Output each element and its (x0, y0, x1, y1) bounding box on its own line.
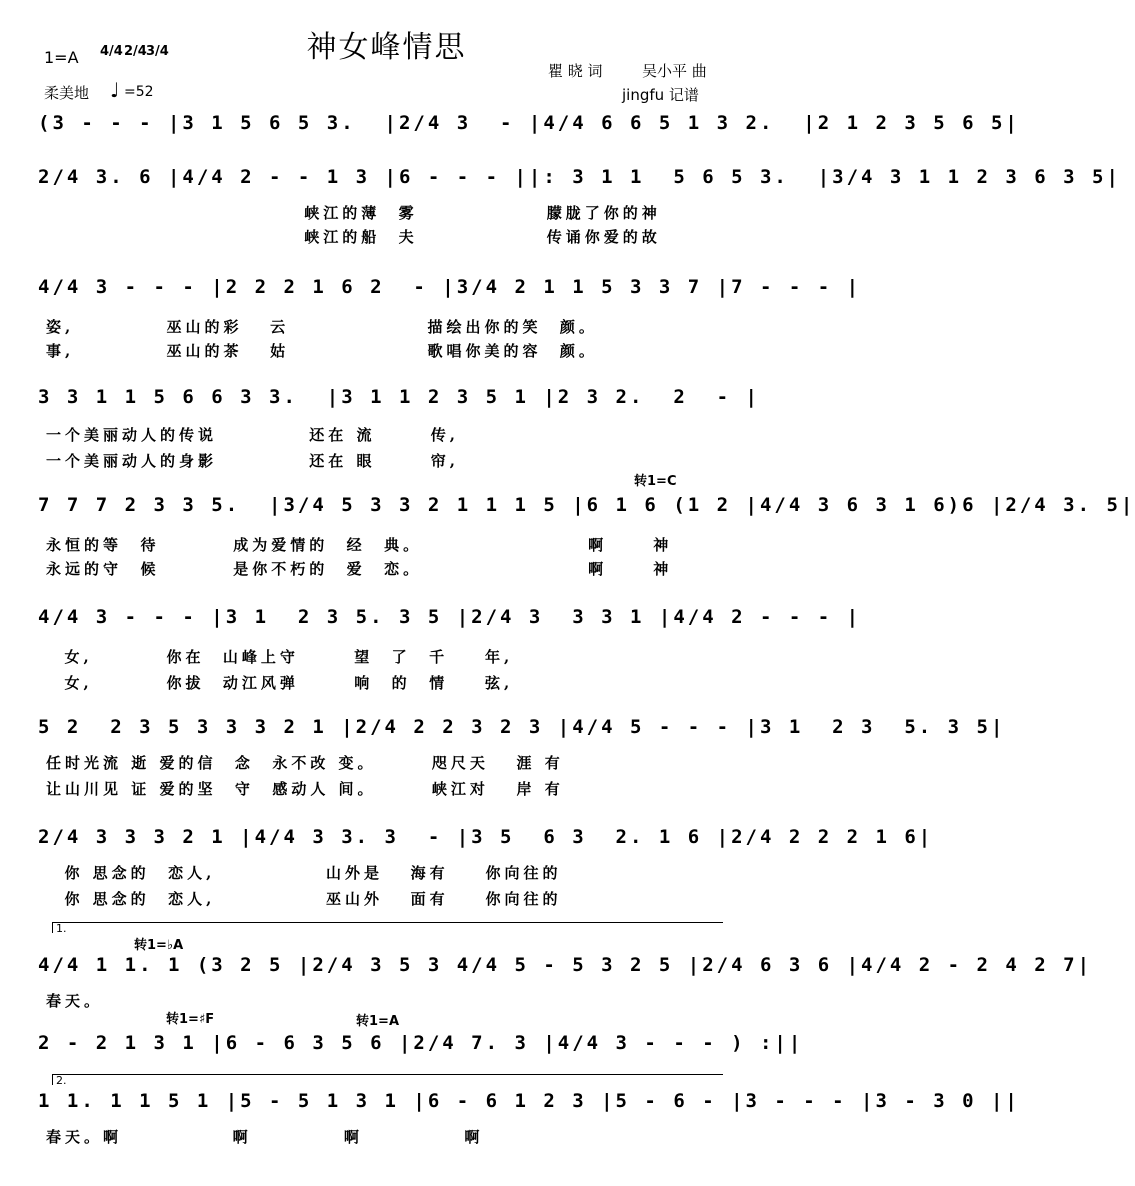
volta-2-bracket (52, 1074, 723, 1085)
notes-row-6: 4/4 3 - - - |3 1 2 3 5. 3 5 |2/4 3 3 3 1 |4/4 2 - - - | (38, 606, 862, 628)
volta-2-label: 2. (56, 1074, 67, 1087)
score-row-7 (38, 716, 1006, 752)
score-row-11 (38, 1090, 1020, 1126)
modulation-a: 转1=A (356, 1014, 399, 1029)
tempo-text: 柔美地 (44, 84, 90, 102)
score-row-8 (38, 826, 934, 862)
time-signature-3: 3/4 (146, 44, 169, 59)
lyric-row-7-verse-2: 让山川见 证 爱的坚 守 感动人 间。 峡江对 岸 有 (46, 780, 564, 798)
modulation-c: 转1=C (634, 474, 677, 489)
notes-row-8: 2/4 3 3 3 2 1 |4/4 3 3. 3 - |3 5 6 3 2. 1 6 |2/4 2 2 2 1 6| (38, 826, 934, 848)
time-signature-1: 4/4 (100, 44, 123, 59)
score-row-1 (38, 112, 1020, 148)
notes-row-4: 3 3 1 1 5 6 6 3 3. |3 1 1 2 3 5 1 |2 3 2. 2 - | (38, 386, 760, 408)
lyric-row-3-verse-1: 姿, 巫山的彩 云 描绘出你的笑 颜。 (46, 318, 598, 336)
lyric-row-3-verse-2: 事, 巫山的茶 姑 歌唱你美的容 颜。 (46, 342, 598, 360)
time-signature-2: 2/4 (124, 44, 147, 59)
modulation-a-flat: 转1=♭A (134, 938, 184, 953)
lyric-row-9: 春天。 (46, 992, 104, 1010)
score-row-5 (38, 494, 1135, 530)
lyric-row-6-verse-1: 女, 你在 山峰上守 望 了 千 年, (46, 648, 514, 666)
volta-1-bracket (52, 922, 723, 933)
notes-row-3: 4/4 3 - - - |2 2 2 1 6 2 - |3/4 2 1 1 5 3 3 7 |7 - - - | (38, 276, 862, 298)
lyricist: 瞿 晓 词 (548, 62, 603, 80)
notes-row-1: (3 - - - |3 1 5 6 5 3. |2/4 3 - |4/4 6 6 5 1 3 2. |2 1 2 3 5 6 5| (38, 112, 1020, 134)
lyric-row-11: 春天。啊 啊 啊 啊 (46, 1128, 484, 1146)
lyric-row-5-verse-1: 永恒的等 待 成为爱情的 经 典。 啊 神 (46, 536, 673, 554)
score-row-10 (38, 1032, 804, 1068)
score-row-3 (38, 276, 862, 312)
lyric-row-7-verse-1: 任时光流 逝 爱的信 念 永不改 变。 咫尺天 涯 有 (46, 754, 564, 772)
key-signature: 1=A (44, 48, 79, 67)
notes-row-2: 2/4 3. 6 |4/4 2 - - 1 3 |6 - - - ||: 3 1 1 5 6 5 3. |3/4 3 1 1 2 3 6 3 5| (38, 166, 1121, 188)
page-title: 神女峰情思 (306, 30, 467, 65)
lyric-row-8-verse-1: 你 思念的 恋人, 山外是 海有 你向往的 (46, 864, 562, 882)
lyric-row-8-verse-2: 你 思念的 恋人, 巫山外 面有 你向往的 (46, 890, 562, 908)
lyric-row-4-verse-1: 一个美丽动人的传说 还在 流 传, (46, 426, 460, 444)
lyric-row-2-verse-1: 峡江的薄 雾 朦胧了你的神 (46, 204, 661, 222)
notes-row-5: 7 7 7 2 3 3 5. |3/4 5 3 3 2 1 1 1 5 |6 1 6 (1 2 |4/4 3 6 3 1 6)6 |2/4 3. 5| (38, 494, 1135, 516)
composer: 吴小平 曲 (642, 62, 707, 80)
lyric-row-6-verse-2: 女, 你拔 动江风弹 响 的 情 弦, (46, 674, 514, 692)
notes-row-11: 1 1. 1 1 5 1 |5 - 5 1 3 1 |6 - 6 1 2 3 |5 - 6 - |3 - - - |3 - 3 0 || (38, 1090, 1020, 1112)
score-row-4 (38, 386, 760, 422)
lyric-row-4-verse-2: 一个美丽动人的身影 还在 眼 帘, (46, 452, 460, 470)
notes-row-10: 2 - 2 1 3 1 |6 - 6 3 5 6 |2/4 7. 3 |4/4 3 - - - ) :|| (38, 1032, 804, 1054)
quarter-note-icon: ♩ (110, 78, 120, 102)
score-row-9 (38, 954, 1093, 990)
volta-1-label: 1. (56, 922, 67, 935)
modulation-f-sharp: 转1=♯F (166, 1012, 215, 1027)
notes-row-9: 4/4 1 1. 1 (3 2 5 |2/4 3 5 3 4/4 5 - 5 3 2 5 |2/4 6 3 6 |4/4 2 - 2 4 2 7| (38, 954, 1093, 976)
tempo-value: =52 (124, 84, 154, 100)
transcriber: jingfu 记谱 (622, 86, 699, 104)
score-row-2 (38, 166, 1121, 202)
notes-row-7: 5 2 2 3 5 3 3 3 2 1 |2/4 2 2 3 2 3 |4/4 5 - - - |3 1 2 3 5. 3 5| (38, 716, 1006, 738)
lyric-row-5-verse-2: 永远的守 候 是你不朽的 爱 恋。 啊 神 (46, 560, 673, 578)
lyric-row-2-verse-2: 峡江的船 夫 传诵你爱的故 (46, 228, 661, 246)
score-row-6 (38, 606, 862, 642)
